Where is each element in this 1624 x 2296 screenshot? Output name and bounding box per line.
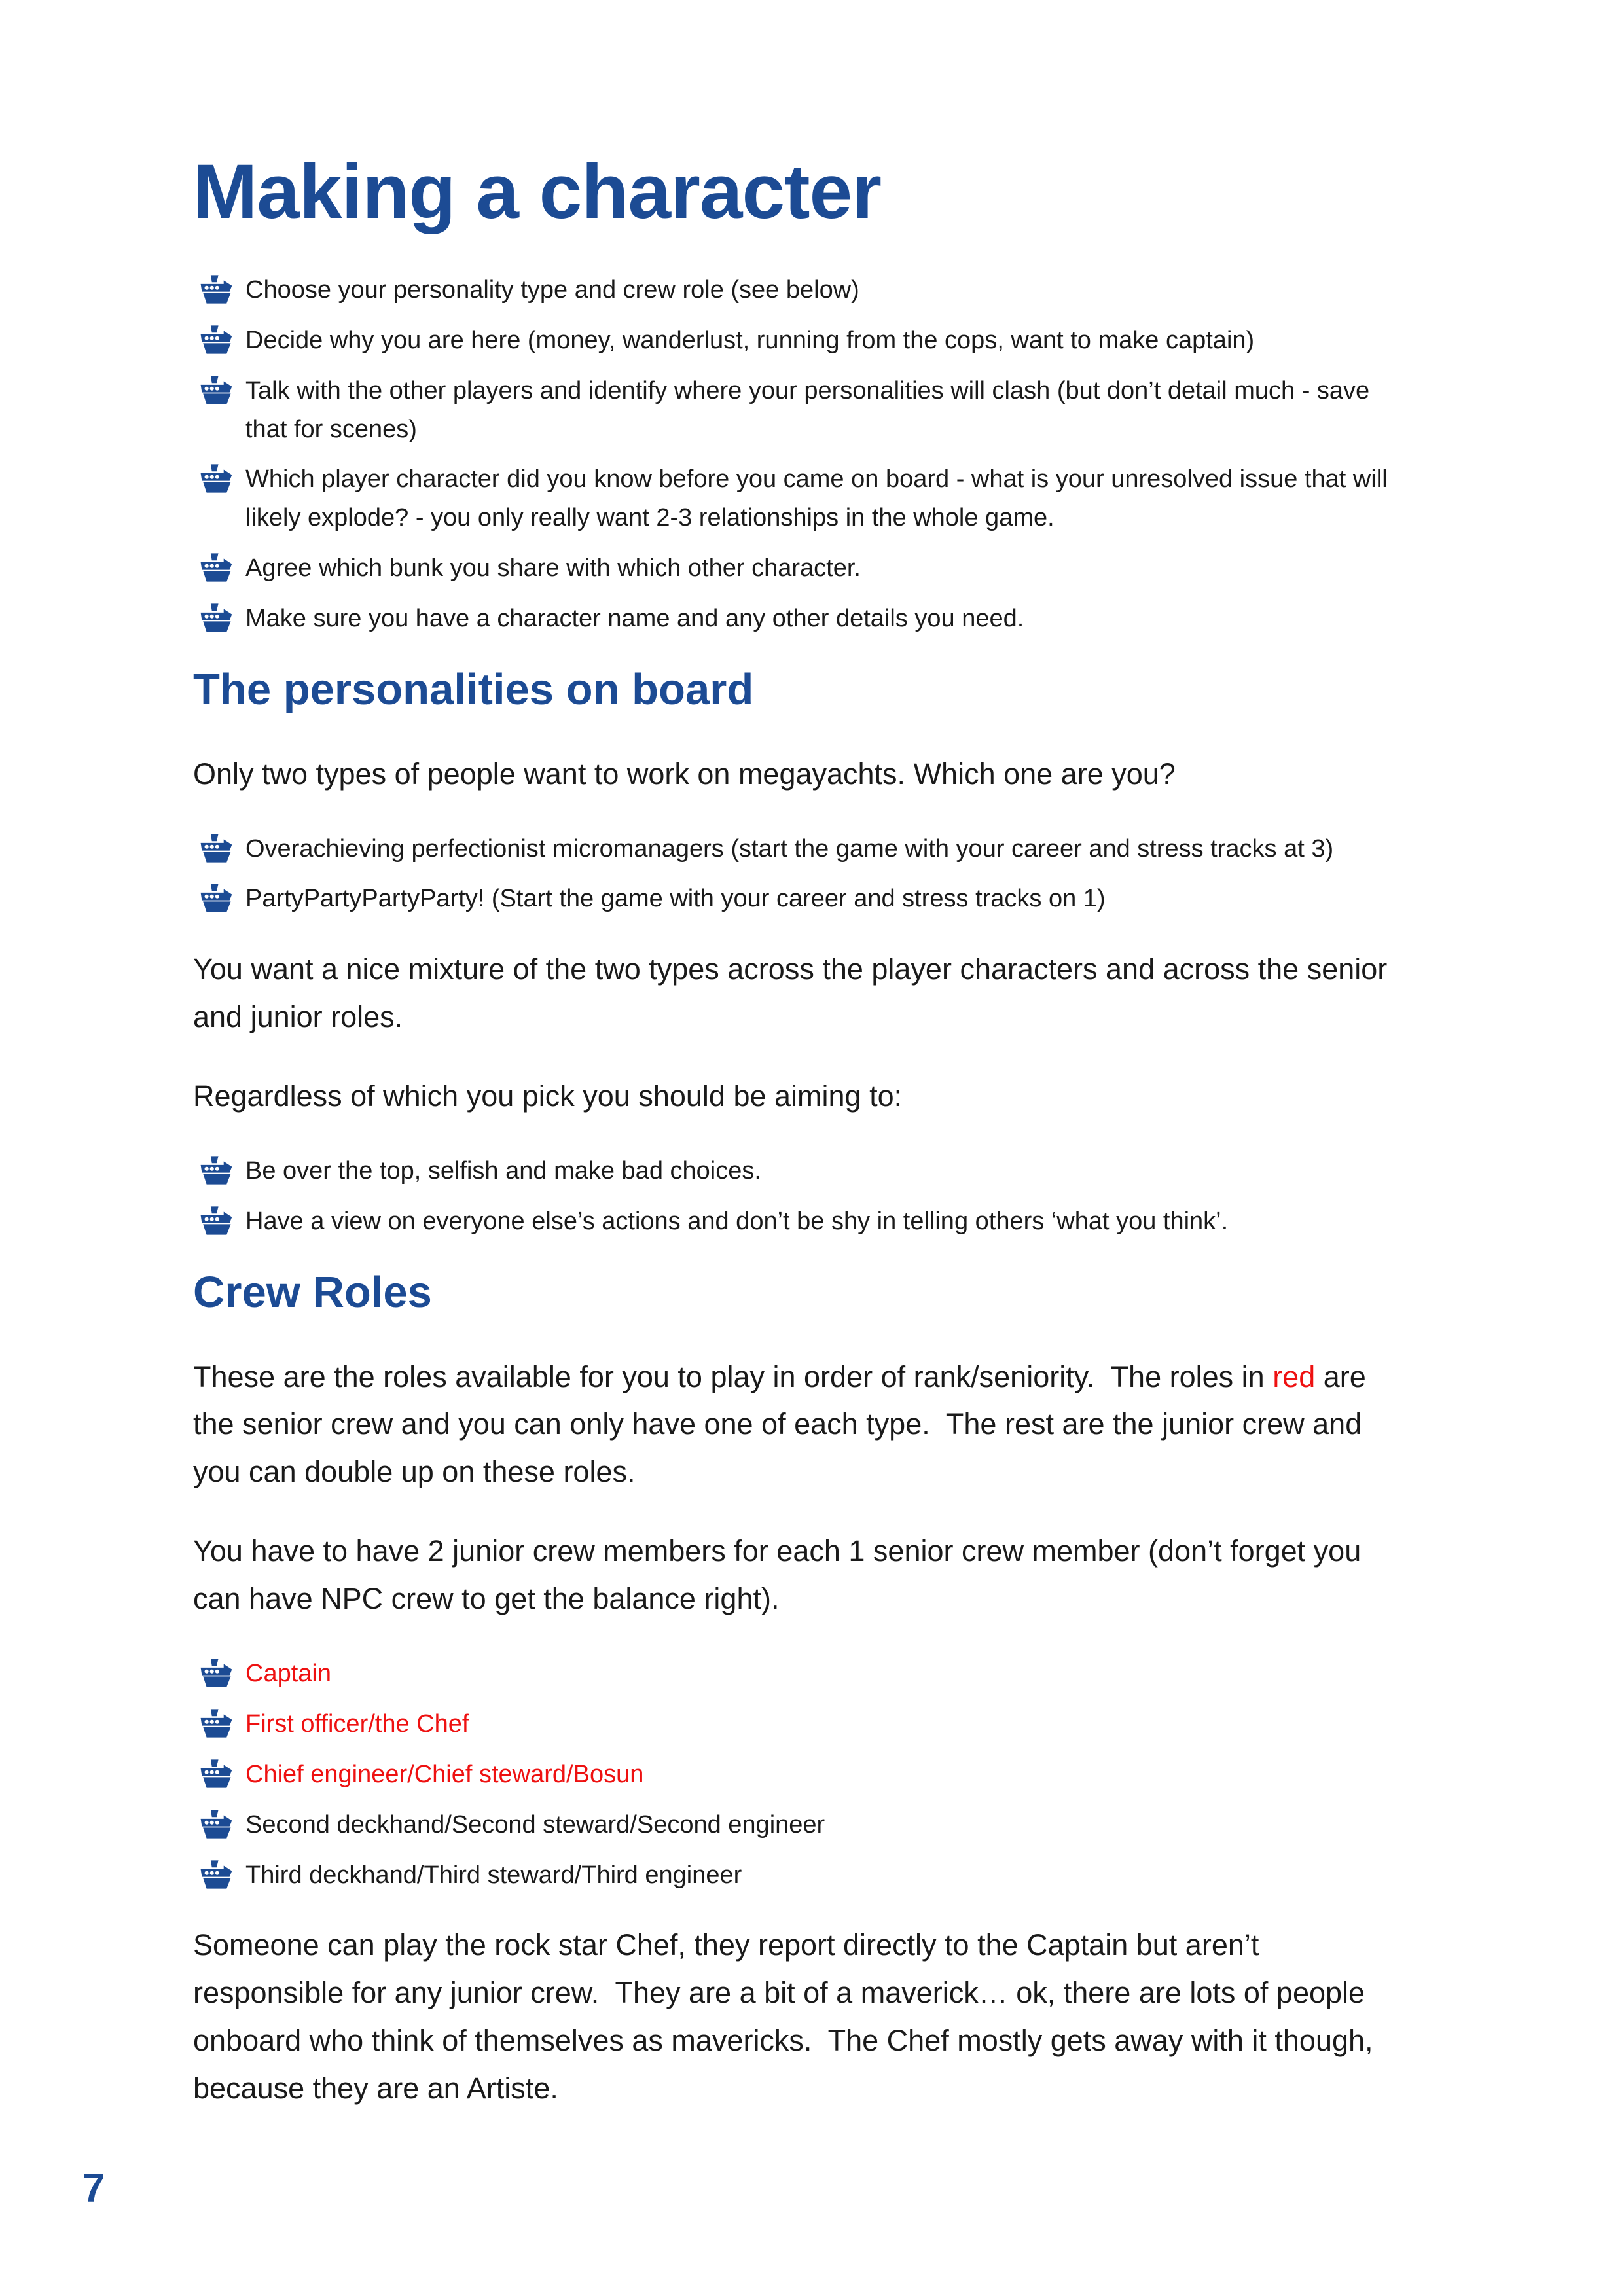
ship-icon bbox=[198, 602, 234, 634]
list-item bbox=[198, 460, 1415, 537]
ship-icon bbox=[198, 274, 234, 305]
page-title: Making a character bbox=[193, 149, 882, 235]
ship-icon bbox=[198, 552, 234, 583]
list-item-text: Have a view on everyone else’s actions and don’t be shy in telling others ‘what you think’. bbox=[245, 1207, 1229, 1235]
list-item bbox=[198, 321, 1415, 360]
character-creation-checklist bbox=[193, 271, 1415, 638]
list-item-text: Be over the top, selfish and make bad choices. bbox=[245, 1157, 761, 1185]
list-item bbox=[198, 1152, 1415, 1191]
list-item-text: Talk with the other players and identify where your personalities will clash (but don’t detail much - save that for scenes) bbox=[245, 376, 1370, 443]
ship-icon bbox=[198, 1205, 234, 1236]
ship-icon bbox=[198, 1708, 234, 1739]
list-item bbox=[198, 600, 1415, 638]
red-highlight-text: red bbox=[1272, 1359, 1316, 1393]
section-heading-crew-roles: Crew Roles bbox=[193, 1267, 432, 1317]
ship-icon bbox=[198, 1758, 234, 1789]
crew-role-text: First officer/the Chef bbox=[245, 1710, 469, 1738]
crew-role-item-senior bbox=[198, 1705, 1415, 1744]
ship-icon bbox=[198, 463, 234, 494]
list-item-text: Which player character did you know before you came on board - what is your unresolved issue that will likely explode? - you only really want 2-3 relationships in the whole game. bbox=[245, 465, 1388, 532]
crew-role-item-senior bbox=[198, 1655, 1415, 1693]
list-item bbox=[198, 271, 1415, 310]
mixture-note-paragraph: You want a nice mixture of the two types across the player characters and across the senior and junior roles. bbox=[193, 952, 1396, 1034]
list-item-text: Make sure you have a character name and any other details you need. bbox=[245, 605, 1024, 633]
crew-role-text: Captain bbox=[245, 1659, 331, 1687]
ship-icon bbox=[198, 1859, 234, 1890]
list-item-text: PartyPartyPartyParty! (Start the game with your career and stress tracks on 1) bbox=[245, 885, 1106, 913]
crew-role-item-senior bbox=[198, 1755, 1415, 1794]
ship-icon bbox=[198, 1657, 234, 1689]
ship-icon bbox=[198, 882, 234, 914]
aiming-intro-paragraph: Regardless of which you pick you should be aiming to: bbox=[193, 1079, 903, 1113]
crew-role-text: Second deckhand/Second steward/Second engineer bbox=[245, 1810, 825, 1839]
crew-roles-list bbox=[193, 1655, 1415, 1894]
ship-icon bbox=[198, 1155, 234, 1186]
personality-types-list bbox=[193, 830, 1415, 919]
crew-role-text: Third deckhand/Third steward/Third engineer bbox=[245, 1861, 742, 1889]
ship-icon bbox=[198, 324, 234, 355]
intro-text-pre: These are the roles available for you to play in order of rank/seniority. The roles in bbox=[193, 1359, 1273, 1393]
list-item bbox=[198, 372, 1415, 449]
list-item-text: Agree which bunk you share with which other character. bbox=[245, 554, 861, 583]
section-heading-personalities: The personalities on board bbox=[193, 665, 754, 715]
list-item bbox=[198, 549, 1415, 588]
ratio-note-paragraph: You have to have 2 junior crew members for each 1 senior crew member (don’t forget you can have NPC crew to get the balance right). bbox=[193, 1534, 1369, 1616]
ship-icon bbox=[198, 1808, 234, 1840]
crew-role-item-junior bbox=[198, 1856, 1415, 1895]
list-item bbox=[198, 1202, 1415, 1241]
intro-text-post: are the senior crew and you can only have one of each type. The rest are the junior crew and you can double up on these roles. bbox=[193, 1359, 1375, 1489]
crew-roles-intro-paragraph bbox=[193, 1354, 1415, 1497]
ship-icon bbox=[198, 374, 234, 406]
list-item bbox=[198, 880, 1415, 918]
crew-role-text: Chief engineer/Chief steward/Bosun bbox=[245, 1760, 644, 1788]
ship-icon bbox=[198, 833, 234, 864]
crew-role-item-junior bbox=[198, 1806, 1415, 1844]
list-item-text: Overachieving perfectionist micromanagers (start the game with your career and stress tracks at 3) bbox=[245, 834, 1334, 863]
list-item-text: Choose your personality type and crew role (see below) bbox=[245, 276, 859, 304]
aims-list bbox=[193, 1152, 1415, 1241]
list-item-text: Decide why you are here (money, wanderlust, running from the cops, want to make captain) bbox=[245, 326, 1255, 354]
list-item bbox=[198, 830, 1415, 869]
personalities-intro-paragraph: Only two types of people want to work on megayachts. Which one are you? bbox=[193, 757, 1176, 791]
chef-note-paragraph: Someone can play the rock star Chef, they report directly to the Captain but aren’t responsible for any junior crew. They are a bit of a maverick… ok, there are lots of people onboard who think of themselves as mavericks. The Chef mostly gets away with it though, because they are an Artiste. bbox=[193, 1928, 1382, 2106]
page-number: 7 bbox=[82, 2166, 105, 2211]
